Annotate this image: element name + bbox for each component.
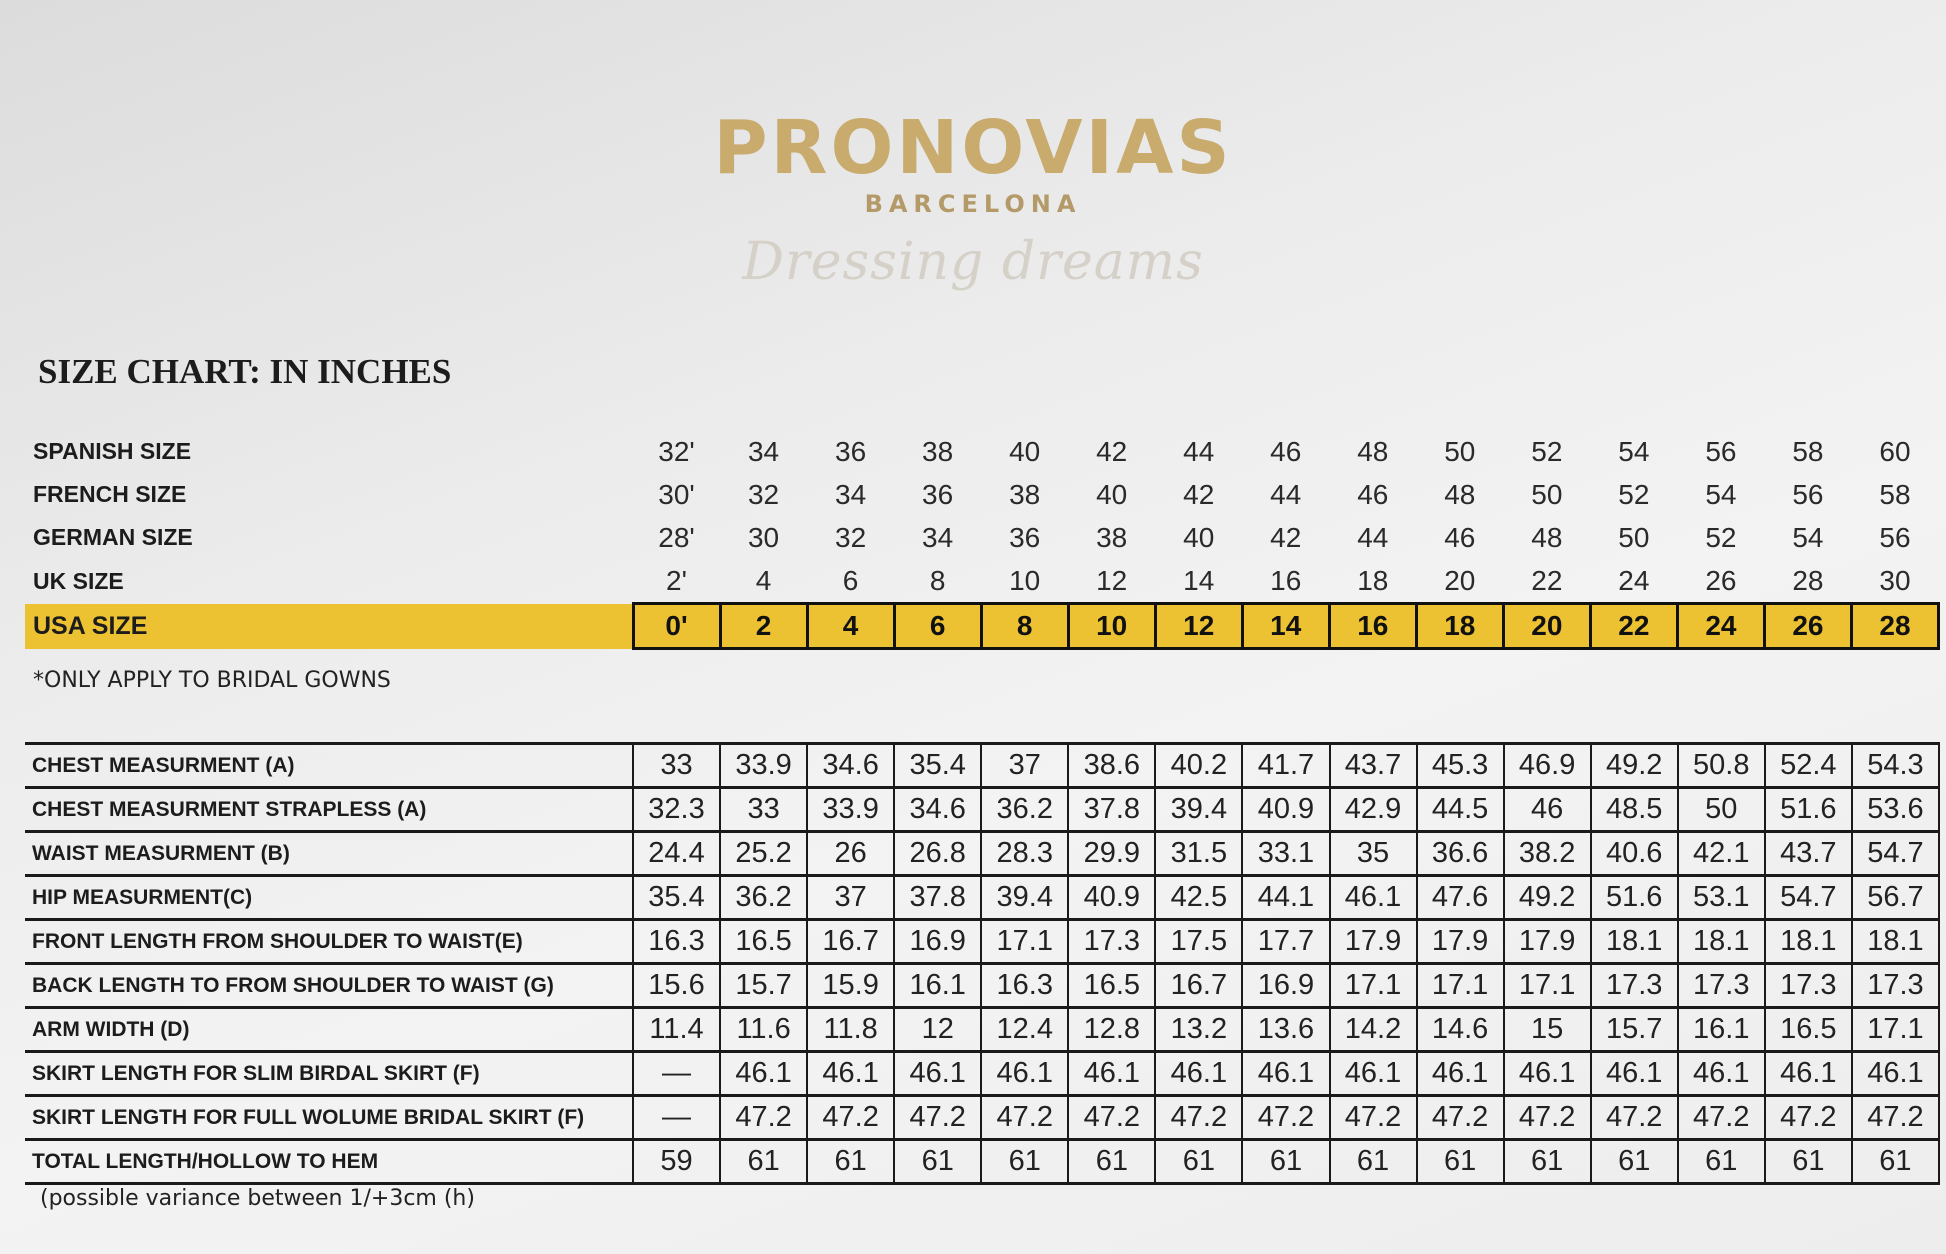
table-cell: 46.1: [1330, 1052, 1417, 1096]
table-cell: 16.7: [807, 920, 894, 964]
table-cell: 50: [1531, 478, 1563, 510]
table-cell: 46.1: [1504, 1052, 1591, 1096]
table-cell: 48: [1444, 478, 1476, 510]
table-cell: 47.2: [1417, 1096, 1504, 1140]
table-cell: 48: [1531, 521, 1563, 553]
chart-title: SIZE CHART: IN INCHES: [38, 352, 452, 391]
table-cell: 61: [1504, 1140, 1591, 1184]
table-cell: 53.6: [1852, 788, 1939, 832]
table-cell: 47.2: [1504, 1096, 1591, 1140]
table-cell: 16: [1329, 604, 1416, 649]
table-cell: 22: [1531, 564, 1563, 596]
table-cell: 50: [1444, 435, 1476, 467]
table-cell: 8: [981, 604, 1068, 649]
table-cell: 40.6: [1591, 832, 1678, 876]
table-cell: 61: [1678, 1140, 1765, 1184]
table-cell: 16.1: [1678, 1008, 1765, 1052]
table-cell: —: [633, 1096, 720, 1140]
table-cell: 46.1: [1068, 1052, 1155, 1096]
table-cell: 24.4: [633, 832, 720, 876]
table-cell: 34: [835, 478, 867, 510]
table-cell: 46: [1357, 478, 1389, 510]
table-cell: 58: [1879, 478, 1911, 510]
table-cell: 42: [1183, 478, 1215, 510]
table-cell: 12.4: [981, 1008, 1068, 1052]
table-cell: 35.4: [894, 744, 981, 788]
table-cell: 49.2: [1591, 744, 1678, 788]
table-cell: 46.1: [1417, 1052, 1504, 1096]
table-cell: 40.9: [1068, 876, 1155, 920]
table-cell: 45.3: [1417, 744, 1504, 788]
table-cell: 17.9: [1330, 920, 1417, 964]
table-cell: 59: [633, 1140, 720, 1184]
table-cell: 6: [894, 604, 981, 649]
table-cell: 6: [842, 564, 859, 596]
table-cell: 14: [1183, 564, 1215, 596]
measurement-table: [25, 742, 1940, 1185]
table-cell: 17.3: [1852, 964, 1939, 1008]
table-cell: 61: [720, 1140, 807, 1184]
table-cell: 51.6: [1765, 788, 1852, 832]
table-cell: 43.7: [1330, 744, 1417, 788]
table-cell: 17.1: [1504, 964, 1591, 1008]
table-cell: 12: [1155, 604, 1242, 649]
row-label: CHEST MEASURMENT STRAPLESS (A): [25, 788, 633, 832]
table-cell: 39.4: [981, 876, 1068, 920]
table-cell: 18.1: [1678, 920, 1765, 964]
table-cell: 30: [1879, 564, 1911, 596]
table-cell: 46: [1504, 788, 1591, 832]
table-cell: 35: [1330, 832, 1417, 876]
table-cell: 42: [1096, 435, 1128, 467]
table-cell: 47.2: [1591, 1096, 1678, 1140]
table-cell: 36: [922, 478, 954, 510]
table-cell: 29.9: [1068, 832, 1155, 876]
table-cell: 34: [922, 521, 954, 553]
row-label: SKIRT LENGTH FOR FULL WOLUME BRIDAL SKIRT (F): [25, 1096, 633, 1140]
table-cell: 47.2: [1242, 1096, 1329, 1140]
table-cell: 54: [1705, 478, 1737, 510]
table-cell: 2': [666, 564, 687, 596]
table-cell: 16.1: [894, 964, 981, 1008]
table-cell: 17.1: [981, 920, 1068, 964]
table-cell: 2: [720, 604, 807, 649]
row-label: UK SIZE: [33, 567, 124, 594]
table-cell: 14.6: [1417, 1008, 1504, 1052]
table-cell: 17.3: [1765, 964, 1852, 1008]
variance-note: (possible variance between 1/+3cm (h): [40, 1186, 475, 1211]
table-cell: 54.7: [1765, 876, 1852, 920]
measurement-row: [25, 1008, 1939, 1052]
table-cell: 4: [755, 564, 772, 596]
table-cell: 24: [1618, 564, 1650, 596]
table-cell: 18.1: [1852, 920, 1939, 964]
row-label: FRENCH SIZE: [33, 481, 187, 507]
table-cell: 10: [1009, 564, 1041, 596]
table-cell: 26.8: [894, 832, 981, 876]
table-cell: 47.2: [1155, 1096, 1242, 1140]
row-label: BACK LENGTH TO FROM SHOULDER TO WAIST (G): [25, 964, 633, 1008]
table-cell: 31.5: [1155, 832, 1242, 876]
table-cell: 54: [1618, 435, 1650, 467]
table-cell: 52: [1705, 521, 1737, 553]
table-cell: 13.2: [1155, 1008, 1242, 1052]
table-cell: 60: [1879, 435, 1911, 467]
table-cell: 11.8: [807, 1008, 894, 1052]
table-cell: 16.3: [981, 964, 1068, 1008]
table-cell: 28: [1851, 604, 1938, 649]
table-cell: 39.4: [1155, 788, 1242, 832]
table-cell: 46.1: [1242, 1052, 1329, 1096]
table-cell: 42.1: [1678, 832, 1765, 876]
table-cell: 16.9: [1242, 964, 1329, 1008]
table-cell: 15.9: [807, 964, 894, 1008]
measurement-row: [25, 876, 1939, 920]
table-cell: 13.6: [1242, 1008, 1329, 1052]
table-cell: 24: [1677, 604, 1764, 649]
table-cell: 61: [894, 1140, 981, 1184]
table-cell: 41.7: [1242, 744, 1329, 788]
table-cell: 17.7: [1242, 920, 1329, 964]
table-cell: 56: [1792, 478, 1824, 510]
table-cell: 61: [1591, 1140, 1678, 1184]
table-cell: 50: [1618, 521, 1650, 553]
table-cell: 16: [1270, 564, 1302, 596]
table-cell: 47.2: [1068, 1096, 1155, 1140]
table-cell: 32: [835, 521, 867, 553]
measurement-row: [25, 832, 1939, 876]
table-cell: 56: [1879, 521, 1911, 553]
table-cell: 54.3: [1852, 744, 1939, 788]
table-cell: 35.4: [633, 876, 720, 920]
table-cell: 37.8: [1068, 788, 1155, 832]
table-cell: 30: [747, 521, 780, 553]
table-cell: 46.1: [981, 1052, 1068, 1096]
size-row: [25, 473, 1939, 516]
table-cell: 15.7: [720, 964, 807, 1008]
table-cell: 15.6: [633, 964, 720, 1008]
table-cell: —: [633, 1052, 720, 1096]
measurement-row: [25, 1052, 1939, 1096]
table-cell: 38: [1096, 521, 1128, 553]
table-cell: 16.5: [720, 920, 807, 964]
table-cell: 14: [1242, 604, 1329, 649]
table-cell: 30': [658, 478, 695, 510]
size-row: [25, 430, 1939, 473]
table-cell: 16.3: [633, 920, 720, 964]
table-cell: 61: [1068, 1140, 1155, 1184]
row-label: ARM WIDTH (D): [25, 1008, 633, 1052]
row-label: SPANISH SIZE: [33, 438, 192, 464]
table-cell: 47.2: [1330, 1096, 1417, 1140]
measurement-row: [25, 920, 1939, 964]
table-cell: 51.6: [1591, 876, 1678, 920]
table-cell: 52.4: [1765, 744, 1852, 788]
table-cell: 14.2: [1330, 1008, 1417, 1052]
table-cell: 46.1: [807, 1052, 894, 1096]
table-cell: 34.6: [894, 788, 981, 832]
measurement-row: [25, 744, 1939, 788]
table-cell: 43.7: [1765, 832, 1852, 876]
table-cell: 44.1: [1242, 876, 1329, 920]
table-cell: 11.6: [720, 1008, 807, 1052]
table-cell: 26: [1764, 604, 1851, 649]
table-cell: 34: [747, 435, 780, 467]
table-cell: 47.6: [1417, 876, 1504, 920]
table-cell: 40: [1096, 478, 1128, 510]
table-cell: 25.2: [720, 832, 807, 876]
table-cell: 61: [1852, 1140, 1939, 1184]
table-cell: 33.9: [807, 788, 894, 832]
measurement-row: [25, 1096, 1939, 1140]
table-cell: 18.1: [1591, 920, 1678, 964]
table-cell: 48.5: [1591, 788, 1678, 832]
table-cell: 50: [1678, 788, 1765, 832]
table-cell: 28': [658, 521, 695, 553]
table-cell: 36.6: [1417, 832, 1504, 876]
table-cell: 48: [1357, 435, 1389, 467]
table-cell: 33.1: [1242, 832, 1329, 876]
row-label: TOTAL LENGTH/HOLLOW TO HEM: [25, 1140, 633, 1184]
table-cell: 16.5: [1765, 1008, 1852, 1052]
table-cell: 17.3: [1068, 920, 1155, 964]
table-cell: 61: [1242, 1140, 1329, 1184]
row-label: USA SIZE: [25, 604, 633, 649]
table-cell: 44: [1357, 521, 1389, 553]
table-cell: 10: [1068, 604, 1155, 649]
table-cell: 33: [720, 788, 807, 832]
measurement-row: [25, 1140, 1939, 1184]
table-cell: 46.1: [1330, 876, 1417, 920]
table-cell: 36: [1009, 521, 1041, 553]
size-row: [25, 559, 1939, 604]
table-cell: 16.7: [1155, 964, 1242, 1008]
table-cell: 38.2: [1504, 832, 1591, 876]
table-cell: 44.5: [1417, 788, 1504, 832]
table-cell: 44: [1183, 435, 1215, 467]
table-cell: 61: [1765, 1140, 1852, 1184]
table-cell: 56.7: [1852, 876, 1939, 920]
table-cell: 17.1: [1330, 964, 1417, 1008]
table-cell: 17.3: [1591, 964, 1678, 1008]
row-label: HIP MEASURMENT(C): [25, 876, 633, 920]
table-cell: 17.1: [1852, 1008, 1939, 1052]
table-cell: 37: [981, 744, 1068, 788]
measurement-row: [25, 788, 1939, 832]
table-cell: 33: [633, 744, 720, 788]
table-cell: 26: [807, 832, 894, 876]
row-label: GERMAN SIZE: [33, 524, 193, 550]
table-cell: 61: [981, 1140, 1068, 1184]
table-cell: 54.7: [1852, 832, 1939, 876]
table-cell: 46.1: [1765, 1052, 1852, 1096]
table-cell: 42.5: [1155, 876, 1242, 920]
table-cell: 47.2: [720, 1096, 807, 1140]
table-cell: 28.3: [981, 832, 1068, 876]
table-cell: 61: [1330, 1140, 1417, 1184]
table-cell: 46.1: [894, 1052, 981, 1096]
table-cell: 38.6: [1068, 744, 1155, 788]
table-cell: 52: [1618, 478, 1650, 510]
table-cell: 46: [1444, 521, 1476, 553]
table-cell: 32.3: [633, 788, 720, 832]
table-cell: 32': [658, 435, 695, 467]
table-cell: 18: [1357, 564, 1389, 596]
table-cell: 54: [1792, 521, 1824, 553]
table-cell: 47.2: [1678, 1096, 1765, 1140]
size-conversion-table: [25, 430, 1940, 650]
table-cell: 32: [747, 478, 780, 510]
row-label: SKIRT LENGTH FOR SLIM BIRDAL SKIRT (F): [25, 1052, 633, 1096]
brand-logo-name: PRONOVIAS: [713, 105, 1233, 191]
table-cell: 37.8: [894, 876, 981, 920]
table-cell: 17.9: [1417, 920, 1504, 964]
table-cell: 34.6: [807, 744, 894, 788]
table-cell: 40.9: [1242, 788, 1329, 832]
measurement-row: [25, 964, 1939, 1008]
table-cell: 50.8: [1678, 744, 1765, 788]
table-cell: 61: [1155, 1140, 1242, 1184]
table-cell: 11.4: [633, 1008, 720, 1052]
table-cell: 36.2: [981, 788, 1068, 832]
table-cell: 58: [1792, 435, 1824, 467]
table-cell: 38: [1009, 478, 1041, 510]
table-cell: 56: [1705, 435, 1737, 467]
table-cell: 17.1: [1417, 964, 1504, 1008]
table-cell: 40: [1009, 435, 1041, 467]
table-cell: 46.9: [1504, 744, 1591, 788]
brand-city: BARCELONA: [864, 190, 1082, 218]
table-cell: 46.1: [1155, 1052, 1242, 1096]
table-cell: 22: [1590, 604, 1677, 649]
table-cell: 15: [1504, 1008, 1591, 1052]
table-cell: 46.1: [1591, 1052, 1678, 1096]
table-cell: 40: [1183, 521, 1215, 553]
table-cell: 20: [1503, 604, 1590, 649]
table-cell: 8: [929, 564, 946, 596]
table-cell: 12.8: [1068, 1008, 1155, 1052]
table-cell: 46: [1270, 435, 1302, 467]
table-cell: 47.2: [981, 1096, 1068, 1140]
brand-tagline: Dressing dreams: [742, 232, 1204, 292]
table-cell: 47.2: [807, 1096, 894, 1140]
table-cell: 18.1: [1765, 920, 1852, 964]
row-label: CHEST MEASURMENT (A): [25, 744, 633, 788]
table-cell: 61: [807, 1140, 894, 1184]
table-cell: 49.2: [1504, 876, 1591, 920]
table-cell: 47.2: [1765, 1096, 1852, 1140]
table-cell: 17.3: [1678, 964, 1765, 1008]
table-cell: 47.2: [894, 1096, 981, 1140]
table-cell: 18: [1416, 604, 1503, 649]
table-cell: 44: [1270, 478, 1302, 510]
table-cell: 47.2: [1852, 1096, 1939, 1140]
table-cell: 16.5: [1068, 964, 1155, 1008]
row-label: FRONT LENGTH FROM SHOULDER TO WAIST(E): [25, 920, 633, 964]
table-cell: 26: [1705, 564, 1737, 596]
table-cell: 61: [1417, 1140, 1504, 1184]
usa-size-row: [25, 604, 1939, 649]
table-cell: 28: [1792, 564, 1824, 596]
table-cell: 17.9: [1504, 920, 1591, 964]
table-cell: 36.2: [720, 876, 807, 920]
table-cell: 46.1: [1852, 1052, 1939, 1096]
bridal-note: *ONLY APPLY TO BRIDAL GOWNS: [33, 668, 391, 693]
table-cell: 36: [835, 435, 867, 467]
table-cell: 12: [894, 1008, 981, 1052]
table-cell: 38: [922, 435, 954, 467]
table-cell: 0': [633, 604, 720, 649]
table-cell: 15.7: [1591, 1008, 1678, 1052]
table-cell: 12: [1096, 564, 1128, 596]
table-cell: 37: [807, 876, 894, 920]
table-cell: 53.1: [1678, 876, 1765, 920]
table-cell: 17.5: [1155, 920, 1242, 964]
size-row: [25, 516, 1939, 559]
table-cell: 40.2: [1155, 744, 1242, 788]
table-cell: 16.9: [894, 920, 981, 964]
row-label: WAIST MEASURMENT (B): [25, 832, 633, 876]
table-cell: 42.9: [1330, 788, 1417, 832]
table-cell: 52: [1531, 435, 1563, 467]
table-cell: 42: [1270, 521, 1302, 553]
table-cell: 4: [807, 604, 894, 649]
table-cell: 46.1: [720, 1052, 807, 1096]
table-cell: 20: [1444, 564, 1476, 596]
table-cell: 33.9: [720, 744, 807, 788]
table-cell: 46.1: [1678, 1052, 1765, 1096]
